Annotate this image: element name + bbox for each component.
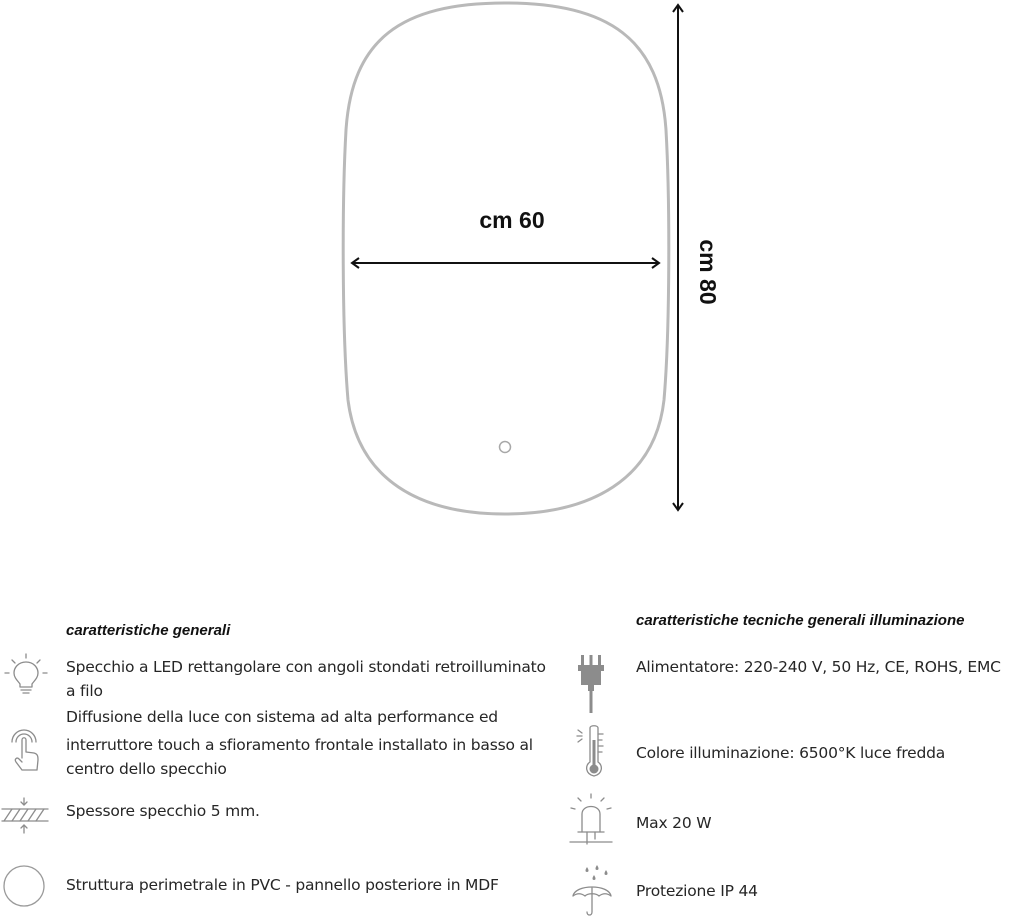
technical-item-protection: Protezione IP 44 <box>636 882 758 900</box>
general-item-led-mirror: Specchio a LED rettangolare con angoli stondati retroilluminato a filo <box>66 658 546 700</box>
thermometer-icon <box>572 722 612 784</box>
height-arrow <box>673 5 683 510</box>
general-item-touch-switch: interruttore touch a sfioramento frontale installato in basso al centro dello specchio <box>66 736 533 778</box>
technical-item-light-color: Colore illuminazione: 6500°K luce fredda <box>636 744 946 762</box>
technical-item-power-supply: Alimentatore: 220-240 V, 50 Hz, CE, ROHS, EMC <box>636 658 1001 676</box>
touch-hand-icon <box>4 724 44 774</box>
width-arrow <box>352 258 659 268</box>
width-label: cm 60 <box>479 207 545 233</box>
height-label: cm 80 <box>695 239 721 305</box>
general-heading: caratteristiche generali <box>66 622 231 639</box>
technical-item-max-power: Max 20 W <box>636 814 712 832</box>
plug-icon <box>574 652 608 714</box>
lightbulb-icon <box>4 652 48 696</box>
general-item-thickness: Spessore specchio 5 mm. <box>66 802 260 820</box>
touch-switch-marker <box>500 442 511 453</box>
circle-icon <box>2 864 46 908</box>
thickness-icon <box>0 796 50 840</box>
general-item-structure: Struttura perimetrale in PVC - pannello posteriore in MDF <box>66 876 499 894</box>
led-icon <box>568 792 614 848</box>
umbrella-rain-icon <box>570 864 614 918</box>
mirror-outline <box>343 3 669 514</box>
general-item-light-diffusion: Diffusione della luce con sistema ad alta performance ed <box>66 708 498 726</box>
technical-heading: caratteristiche tecniche generali illuminazione <box>636 612 965 629</box>
